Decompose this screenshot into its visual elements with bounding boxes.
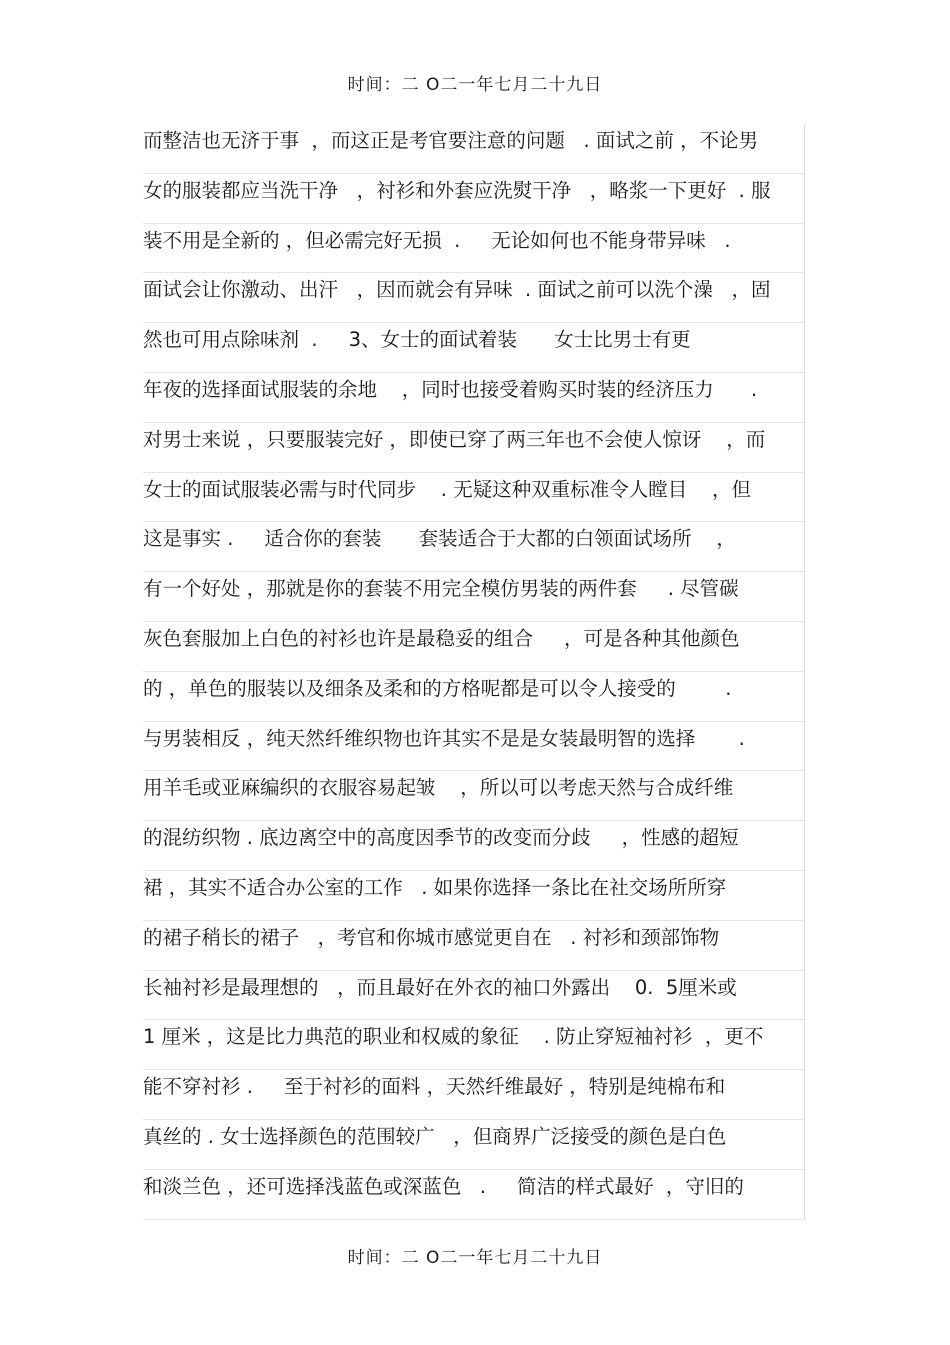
text-line: 的裙子稍长的裙子 ，考官和你城市感觉更自在 . 衬衫和颈部饰物 xyxy=(143,921,805,971)
text-line: 的混纺织物 . 底边离空中的高度因季节的改变而分歧 ，性感的超短 xyxy=(143,821,805,871)
document-body xyxy=(143,124,805,1220)
text-line: 灰色套服加上白色的衬衫也许是最稳妥的组合 ，可是各种其他颜色 xyxy=(143,622,805,672)
text-line: 有一个好处 ，那就是你的套装不用完全模仿男装的两件套 . 尽管碳 xyxy=(143,572,805,622)
text-line: 和淡兰色 ，还可选择浅蓝色或深蓝色 . 简洁的样式最好 ，守旧的 xyxy=(143,1170,805,1220)
text-line: 这是事实 . 适合你的套装 套装适合于大都的白领面试场所 ， xyxy=(143,522,805,572)
text-line: 长袖衬衫是最理想的 ，而且最好在外衣的袖口外露出 0. 5厘米或 xyxy=(143,971,805,1021)
text-line: 对男士来说 ，只要服装完好 ，即使已穿了两三年也不会使人惊讶 ，而 xyxy=(143,423,805,473)
text-line: 面试会让你激动、出汗 ，因而就会有异味 . 面试之前可以洗个澡 ，固 xyxy=(143,273,805,323)
text-line: 1 厘米 ，这是比力典范的职业和权威的象征 . 防止穿短袖衬衫 ，更不 xyxy=(143,1020,805,1070)
text-line: 装不用是全新的 ，但必需完好无损 . 无论如何也不能身带异味 . xyxy=(143,224,805,274)
page-footer: 时间：二 O二一年七月二十九日 xyxy=(347,1248,603,1268)
text-line: 用羊毛或亚麻编织的衣服容易起皱 ，所以可以考虑天然与合成纤维 xyxy=(143,771,805,821)
text-line: 的 ，单色的服装以及细条及柔和的方格呢都是可以令人接受的 . xyxy=(143,672,805,722)
text-line: 与男装相反 ，纯天然纤维织物也许其实不是是女装最明智的选择 . xyxy=(143,722,805,772)
text-line: 真丝的 . 女士选择颜色的范围较广 ，但商界广泛接受的颜色是白色 xyxy=(143,1120,805,1170)
text-line: 而整洁也无济于事 ，而这正是考官要注意的问题 . 面试之前 ，不论男 xyxy=(143,124,805,174)
text-line: 然也可用点除味剂 . 3、女士的面试着装 女士比男士有更 xyxy=(143,323,805,373)
text-line: 能不穿衬衫 . 至于衬衫的面料 ，天然纤维最好 ，特别是纯棉布和 xyxy=(143,1070,805,1120)
text-line: 年夜的选择面试服装的余地 ，同时也接受着购买时装的经济压力 . xyxy=(143,373,805,423)
text-line: 女士的面试服装必需与时代同步 . 无疑这种双重标准令人瞠目 ，但 xyxy=(143,473,805,523)
page-header: 时间：二 O二一年七月二十九日 xyxy=(347,75,603,95)
text-line: 女的服装都应当洗干净 ，衬衫和外套应洗熨干净 ，略浆一下更好 . 服 xyxy=(143,174,805,224)
text-line: 裙 ，其实不适合办公室的工作 . 如果你选择一条比在社交场所所穿 xyxy=(143,871,805,921)
